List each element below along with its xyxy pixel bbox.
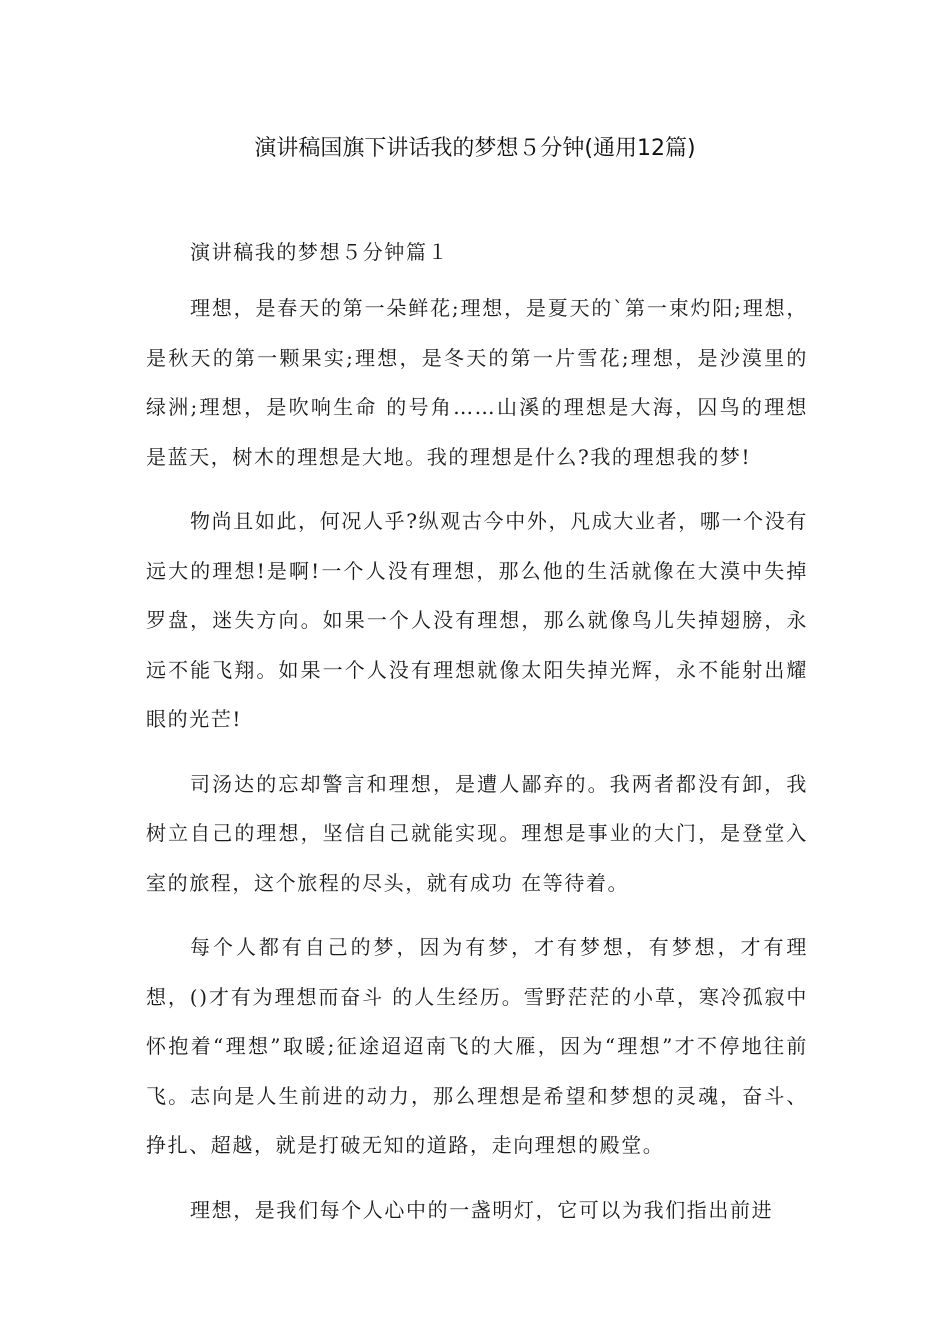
document-body [146,235,808,1235]
paragraph: 理想，是我们每个人心中的一盏明灯，它可以为我们指出前进 [190,1197,774,1222]
paragraph: 物尚且如此，何况人乎?纵观古今中外，凡成大业者，哪一个没有远大的理想!是啊!一个人没有理想，那么他的生活就像在大漠中失掉罗盘，迷失方向。如果一个人没有理想，那么就像鸟儿失掉翅膀，永远不能飞翔。如果一个人没有理想就像太阳失掉光辉，永不能射出耀眼的光芒! [146,509,808,731]
paragraph: 每个人都有自己的梦，因为有梦，才有梦想，有梦想，才有理想，()才有为理想而奋斗 的人生经历。雪野茫茫的小草，寒冷孤寂中怀抱着“理想”取暖;征途迢迢南飞的大雁，因为“理想”才不停地往前飞。志向是人生前进的动力，那么理想是希望和梦想的灵魂，奋斗、挣扎、超越，就是打破无知的道路，走向理想的殿堂。 [146,935,808,1157]
paragraph: 理想，是春天的第一朵鲜花;理想，是夏天的`第一束灼阳;理想，是秋天的第一颗果实;理想，是冬天的第一片雪花;理想，是沙漠里的绿洲;理想，是吹响生命 的号角……山溪的理想是大海，囚鸟的理想是蓝天，树木的理想是大地。我的理想是什么?我的理想我的梦! [146,296,808,469]
section-heading: 演讲稿我的梦想５分钟篇１ [190,240,450,264]
paragraph: 司汤达的忘却警言和理想，是遭人鄙弃的。我两者都没有卸，我树立自己的理想，坚信自己就能实现。理想是事业的大门，是登堂入室的旅程，这个旅程的尽头，就有成功 在等待着。 [146,771,808,895]
document-title: 演讲稿国旗下讲话我的梦想５分钟(通用12篇) [254,136,696,161]
